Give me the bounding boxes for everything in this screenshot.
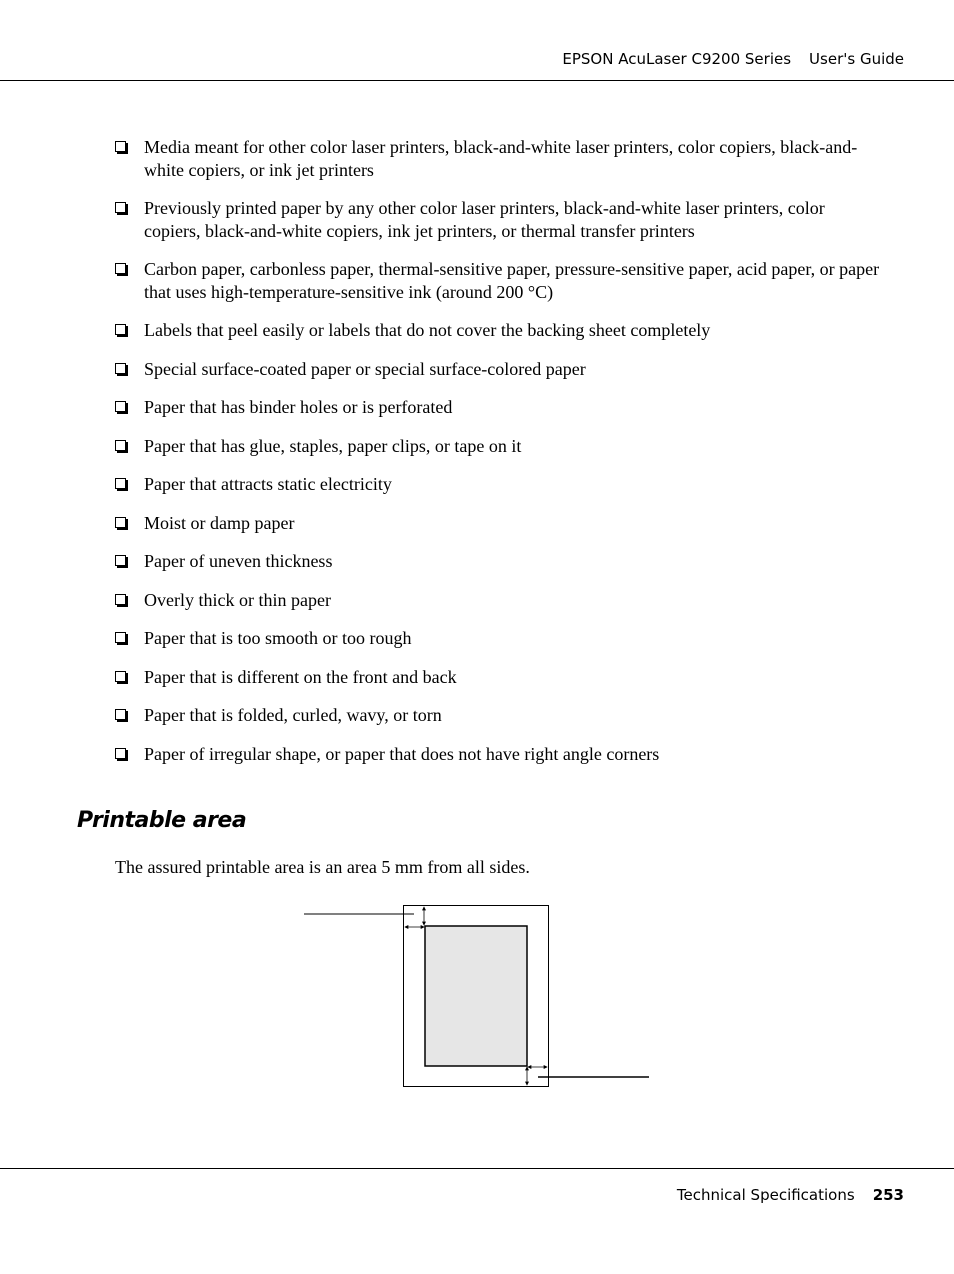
- list-item: Carbon paper, carbonless paper, thermal-sensitive paper, pressure-sensitive paper, acid paper, or paper that uses high-temperature-sensitive ink (around 200 °C): [115, 258, 885, 303]
- checkbox-bullet-icon: [115, 594, 126, 605]
- list-item: Paper that is too smooth or too rough: [115, 627, 885, 650]
- list-item: Paper that is different on the front and back: [115, 666, 885, 689]
- page-header: [562, 50, 904, 68]
- checkbox-bullet-icon: [115, 555, 126, 566]
- footer-section: Technical Specifications: [676, 1186, 855, 1204]
- list-item: Paper that is folded, curled, wavy, or torn: [115, 704, 885, 727]
- list-item: Paper that has binder holes or is perforated: [115, 396, 885, 419]
- list-item: Previously printed paper by any other color laser printers, black-and-white laser printers, color copiers, black-and-white copiers, ink jet printers, or thermal transfer printers: [115, 197, 885, 242]
- checkbox-bullet-icon: [115, 401, 126, 412]
- list-item: Paper that attracts static electricity: [115, 473, 885, 496]
- checkbox-bullet-icon: [115, 363, 126, 374]
- section-title: Printable area: [77, 808, 247, 833]
- header-guide: User's Guide: [809, 50, 904, 68]
- checkbox-bullet-icon: [115, 632, 126, 643]
- checkbox-bullet-icon: [115, 202, 126, 213]
- footer-rule: [0, 1168, 954, 1169]
- list-item: Special surface-coated paper or special surface-colored paper: [115, 358, 885, 381]
- checkbox-bullet-icon: [115, 478, 126, 489]
- list-item: Paper that has glue, staples, paper clips, or tape on it: [115, 435, 885, 458]
- list-item: Moist or damp paper: [115, 512, 885, 535]
- printable-area-diagram: [300, 900, 660, 1092]
- checkbox-bullet-icon: [115, 324, 126, 335]
- list-item: Labels that peel easily or labels that do not cover the backing sheet completely: [115, 319, 885, 342]
- checkbox-bullet-icon: [115, 141, 126, 152]
- page-footer: [677, 1186, 904, 1204]
- unsuitable-paper-list: [115, 136, 885, 781]
- header-rule: [0, 80, 954, 81]
- printable-area-rect: [425, 926, 527, 1066]
- list-item: Paper of uneven thickness: [115, 550, 885, 573]
- checkbox-bullet-icon: [115, 709, 126, 720]
- checkbox-bullet-icon: [115, 671, 126, 682]
- checkbox-bullet-icon: [115, 263, 126, 274]
- section-intro: The assured printable area is an area 5 mm from all sides.: [115, 857, 530, 877]
- list-item: Media meant for other color laser printers, black-and-white laser printers, color copiers, black-and-white copiers, or ink jet printers: [115, 136, 885, 181]
- checkbox-bullet-icon: [115, 440, 126, 451]
- page-number: 253: [872, 1186, 904, 1204]
- checkbox-bullet-icon: [115, 517, 126, 528]
- header-product: EPSON AcuLaser C9200 Series: [562, 50, 792, 68]
- list-item: Overly thick or thin paper: [115, 589, 885, 612]
- checkbox-bullet-icon: [115, 748, 126, 759]
- list-item: Paper of irregular shape, or paper that does not have right angle corners: [115, 743, 885, 766]
